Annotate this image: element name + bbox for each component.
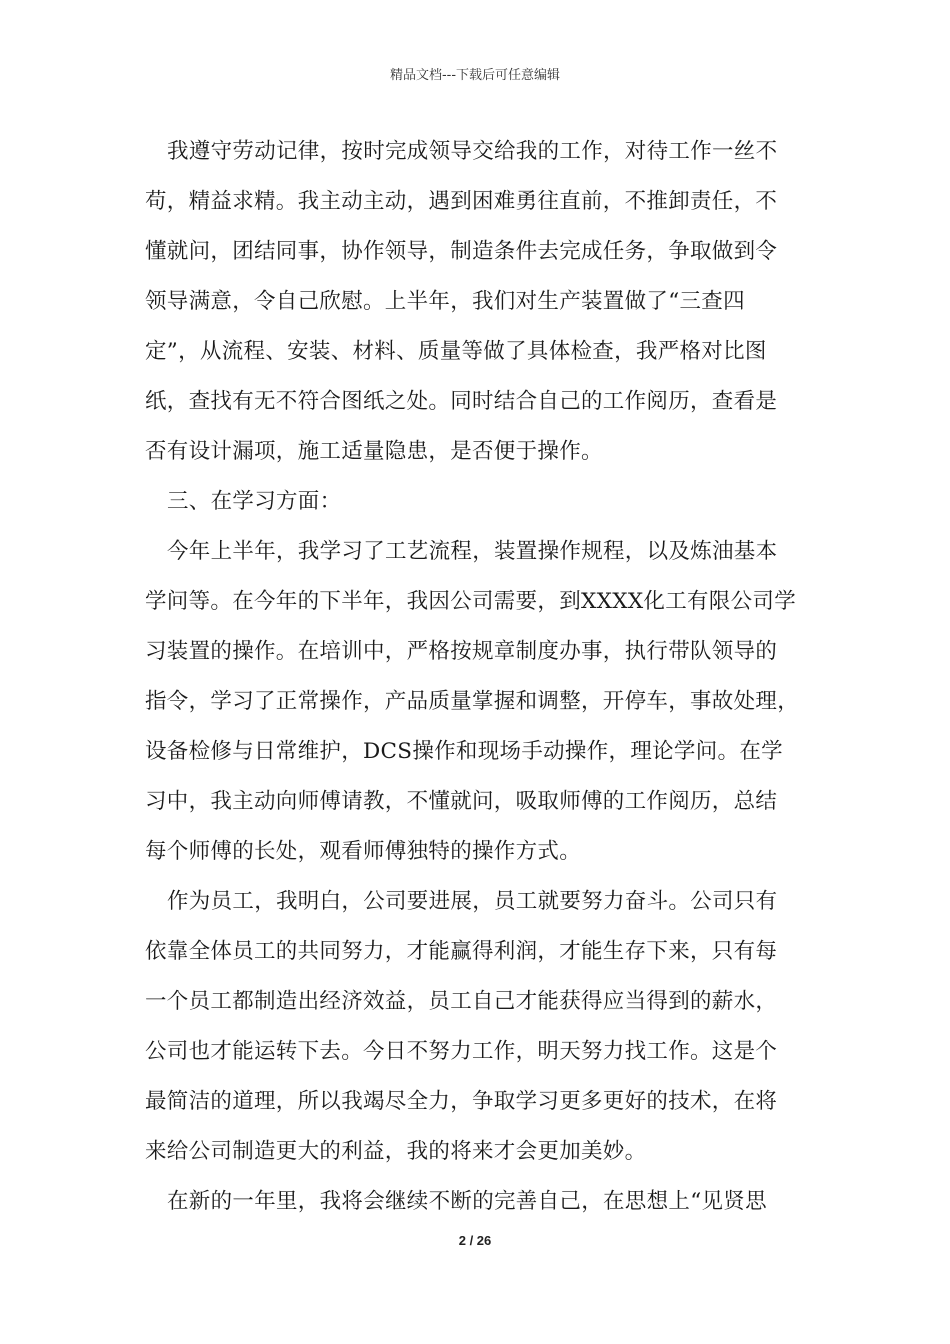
paragraph-line: 我遵守劳动记律，按时完成领导交给我的工作，对待工作一丝不 <box>167 139 778 164</box>
paragraph-line: 设备检修与日常维护，DCS操作和现场手动操作，理论学问。在学 <box>145 739 783 764</box>
paragraph-line: 今年上半年，我学习了工艺流程，装置操作规程，以及炼油基本 <box>167 539 778 564</box>
paragraph-line: 习装置的操作。在培训中，严格按规章制度办事，执行带队领导的 <box>145 639 778 664</box>
paragraph-line: 定”，从流程、安装、材料、质量等做了具体检查，我严格对比图 <box>145 339 767 364</box>
page-header: 精品文档---下载后可任意编辑 <box>389 68 561 83</box>
paragraph-line: 否有设计漏项，施工适量隐患，是否便于操作。 <box>145 439 603 464</box>
paragraph-line: 每个师傅的长处，观看师傅独特的操作方式。 <box>145 839 582 864</box>
paragraph-line: 纸，查找有无不符合图纸之处。同时结合自己的工作阅历，查看是 <box>145 389 778 414</box>
paragraph-line: 一个员工都制造出经济效益，员工自己才能获得应当得到的薪水， <box>145 989 778 1014</box>
paragraph-line: 苟，精益求精。我主动主动，遇到困难勇往直前，不推卸责任，不 <box>145 189 778 214</box>
paragraph-line: 最简洁的道理，所以我竭尽全力，争取学习更多更好的技术，在将 <box>145 1089 778 1114</box>
document-body <box>145 127 825 1227</box>
paragraph-line: 懂就问，团结同事，协作领导，制造条件去完成任务，争取做到令 <box>145 239 778 264</box>
page-number: 2 / 26 <box>458 1233 492 1248</box>
paragraph-line: 领导满意，令自己欣慰。上半年，我们对生产装置做了“三查四 <box>145 289 745 314</box>
paragraph-line: 依靠全体员工的共同努力，才能赢得利润，才能生存下来，只有每 <box>145 939 778 964</box>
paragraph-line: 学问等。在今年的下半年，我因公司需要，到XXXX化工有限公司学 <box>145 589 797 614</box>
paragraph-line: 指令，学习了正常操作，产品质量掌握和调整，开停车，事故处理， <box>145 689 800 714</box>
paragraph-line: 公司也才能运转下去。今日不努力工作，明天努力找工作。这是个 <box>145 1039 778 1064</box>
paragraph-line: 在新的一年里，我将会继续不断的完善自己，在思想上“见贤思 <box>167 1189 767 1214</box>
paragraph-line: 习中，我主动向师傅请教，不懂就问，吸取师傅的工作阅历，总结 <box>145 789 778 814</box>
paragraph-line: 作为员工，我明白，公司要进展，员工就要努力奋斗。公司只有 <box>167 889 778 914</box>
paragraph-line: 来给公司制造更大的利益，我的将来才会更加美妙。 <box>145 1139 647 1164</box>
section-heading: 三、在学习方面： <box>167 489 342 514</box>
